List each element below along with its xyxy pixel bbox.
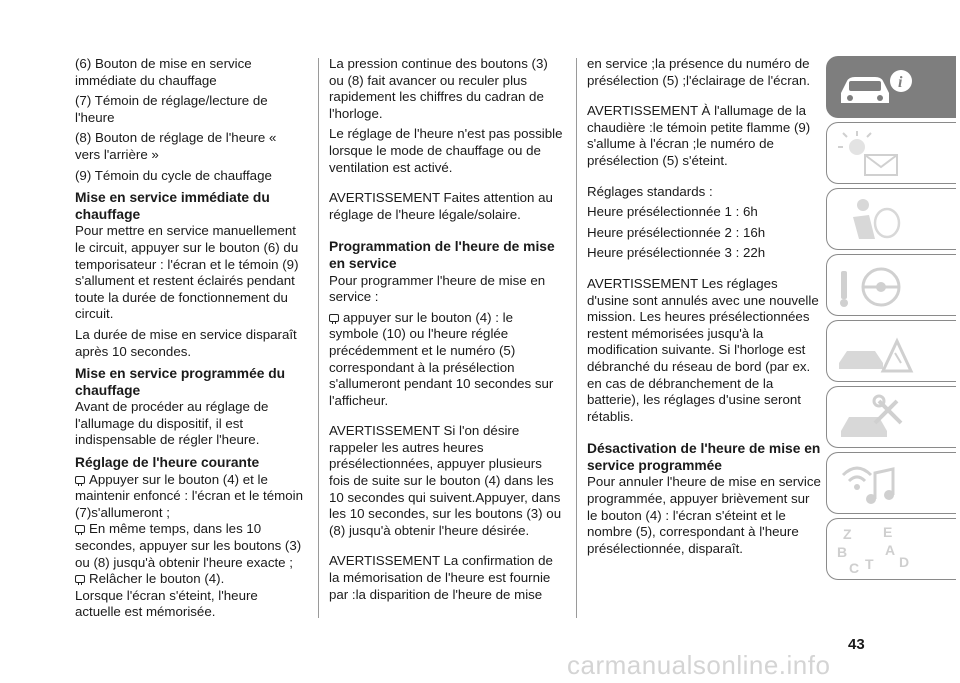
column-divider (576, 58, 577, 618)
tab-multimedia[interactable] (826, 452, 956, 514)
section-heading: Mise en service immédiate du chauffage (75, 190, 270, 222)
tab-index[interactable] (826, 518, 956, 580)
svg-text:i: i (898, 74, 903, 91)
bullet-item (75, 521, 303, 571)
paragraph: Pour mettre en service manuellement le circuit, appuyer sur le bouton (6) du temporisateur : l'écran et le témoin (9) s'allument et restent éclairés pendant toute la durée de fonctionnement du circuit. (75, 223, 299, 322)
bullet-item (75, 571, 303, 588)
paragraph: Le réglage de l'heure n'est pas possible lorsque le mode de chauffage ou de ventilation est activé. (329, 126, 563, 175)
paragraph: Réglages standards : (587, 183, 713, 199)
tab-emergency[interactable] (826, 320, 956, 382)
warning-paragraph: AVERTISSEMENT Les réglages d'usine sont annulés avec une nouvelle mission. Les heures présélectionnées restent mémorisées jusqu'à la modification suivante. Si l'horloge est débranché du réseau de bord (par ex. en cas de débranchement de la batterie), les réglages d'usine seront rétablis. (587, 275, 819, 424)
paragraph: (6) Bouton de mise en service immédiate du chauffage (75, 56, 252, 88)
emergency-triangle-icon (835, 327, 915, 377)
bullet-item (329, 310, 565, 410)
paragraph: Pour programmer l'heure de mise en service : (329, 272, 546, 305)
column-3 (587, 56, 823, 561)
index-letter: B (837, 544, 848, 560)
bullet-item (75, 472, 303, 522)
warning-lights-icon (835, 129, 915, 179)
index-letter: D (899, 554, 910, 570)
section-heading: Mise en service programmée du chauffage (75, 366, 286, 398)
paragraph: Heure présélectionnée 2 : 16h (587, 224, 766, 240)
steering-wheel-key-icon (835, 261, 915, 311)
bullet-icon (75, 476, 85, 484)
warning-paragraph: AVERTISSEMENT Faites attention au réglage de l'heure légale/solaire. (329, 190, 553, 222)
warning-paragraph: AVERTISSEMENT Si l'on désire rappeler les autres heures présélectionnées, appuyer plusieurs fois de suite sur le bouton (4) dans les 10 secondes qui suivent.Appuyer, dans les 10 secondes, sur les boutons (3) ou (8) jusqu'à obtenir l'heure désirée. (329, 423, 562, 538)
maintenance-tools-icon (835, 393, 915, 443)
tab-safety[interactable] (826, 188, 956, 250)
page-number: 43 (848, 636, 865, 653)
tab-maintenance[interactable] (826, 386, 956, 448)
index-letters-icon (835, 525, 915, 575)
index-letter: T (865, 556, 874, 572)
paragraph: Pour annuler l'heure de mise en service programmée, appuyer brièvement sur le bouton (4) : l'écran s'éteint et le nombre (5), correspondant à l'heure présélectionnée, disparaît. (587, 474, 821, 556)
paragraph: Heure présélectionnée 1 : 6h (587, 204, 758, 220)
tab-starting-driving[interactable] (826, 254, 956, 316)
paragraph: (9) Témoin du cycle de chauffage (75, 167, 272, 183)
tab-warning-lights[interactable] (826, 122, 956, 184)
bullet-icon (75, 525, 85, 533)
section-heading: Réglage de l'heure courante (75, 455, 260, 471)
column-2 (329, 56, 565, 607)
airbag-seatbelt-icon (835, 195, 915, 245)
index-letter: E (883, 525, 893, 540)
section-heading: Désactivation de l'heure de mise en service programmée (587, 441, 821, 473)
index-letter: C (849, 560, 860, 575)
bullet-text: Relâcher le bouton (4). (89, 571, 225, 587)
bullet-text: En même temps, dans les 10 secondes, appuyer sur les boutons (3) ou (8) jusqu'à obtenir l'heure exacte ; (75, 521, 302, 570)
section-heading: Programmation de l'heure de mise en service (329, 239, 555, 271)
column-1 (75, 56, 303, 625)
paragraph: en service ;la présence du numéro de présélection (5) ;l'éclairage de l'écran. (587, 56, 811, 88)
column-divider (318, 58, 319, 618)
watermark: carmanualsonline.info (567, 650, 831, 680)
multimedia-icon (835, 459, 915, 509)
index-letter: Z (843, 526, 852, 542)
warning-paragraph: AVERTISSEMENT La confirmation de la mémorisation de l'heure est fournie par :la disparition de l'heure de mise (329, 553, 553, 602)
bullet-icon (75, 575, 85, 583)
bullet-icon (329, 314, 339, 322)
paragraph: Lorsque l'écran s'éteint, l'heure actuelle est mémorisée. (75, 587, 258, 620)
paragraph: (7) Témoin de réglage/lecture de l'heure (75, 93, 268, 125)
bullet-text: Appuyer sur le bouton (4) et le maintenir enfoncé : l'écran et le témoin (7)s'allumeront ; (75, 471, 303, 520)
warning-paragraph: AVERTISSEMENT À l'allumage de la chaudière :le témoin petite flamme (9) s'allume à l'écran ;le numéro de présélection (5) s'éteint. (587, 103, 811, 168)
paragraph: Avant de procéder au réglage de l'allumage du dispositif, il est indispensable de régler l'heure. (75, 399, 269, 448)
tab-car-info[interactable] (826, 56, 956, 118)
paragraph: (8) Bouton de réglage de l'heure « vers l'arrière » (75, 130, 277, 162)
paragraph: La pression continue des boutons (3) ou (8) fait avancer ou reculer plus rapidement les chiffres du cadran de l'horloge. (329, 56, 548, 121)
car-info-icon (835, 63, 915, 113)
paragraph: Heure présélectionnée 3 : 22h (587, 245, 766, 261)
index-letter: A (885, 542, 896, 558)
bullet-text: appuyer sur le bouton (4) : le symbole (10) ou l'heure réglée précédemment et le numéro (5) correspondant à la présélection s'allumeront pendant 10 secondes sur l'afficheur. (329, 309, 554, 408)
paragraph: La durée de mise en service disparaît après 10 secondes. (75, 326, 297, 359)
